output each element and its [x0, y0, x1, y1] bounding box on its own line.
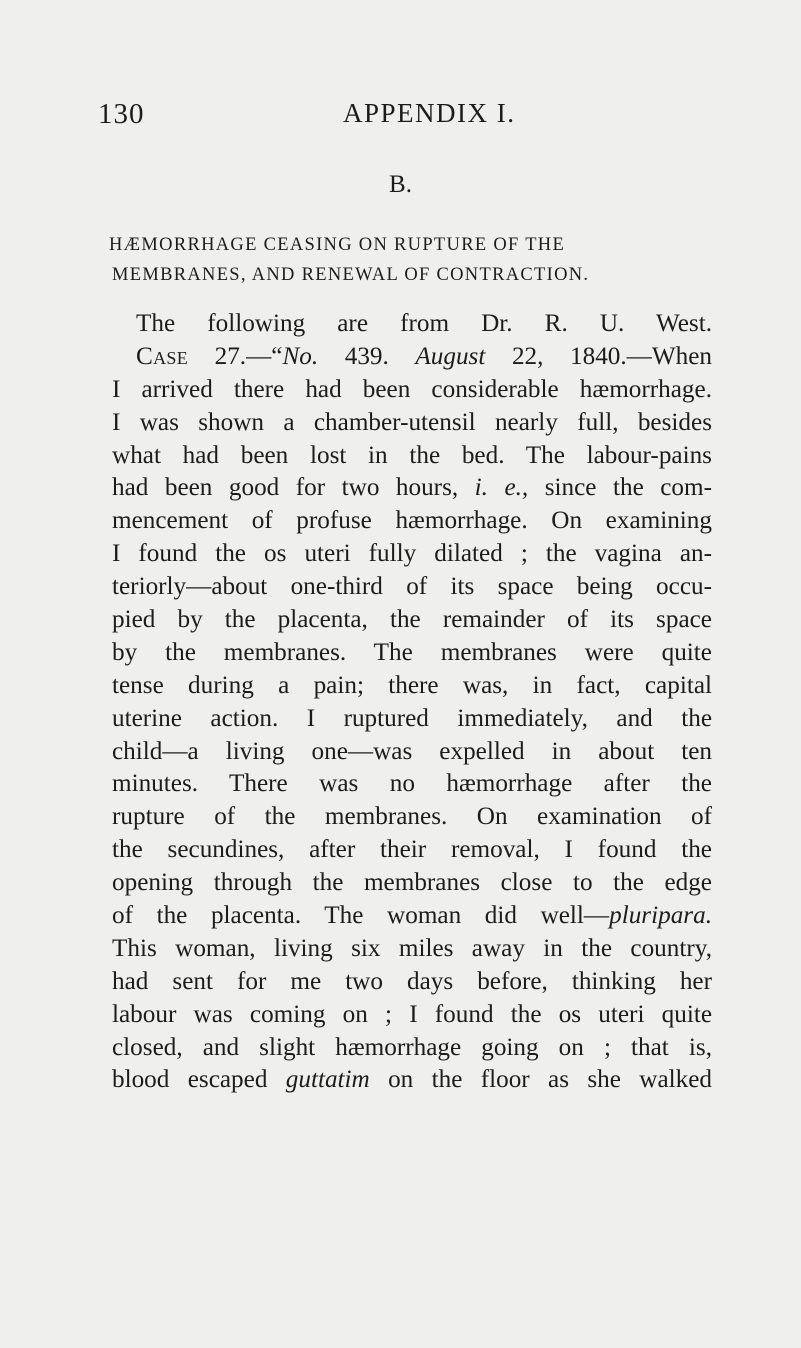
body-line-20: This woman, living six miles away in the country,	[112, 934, 712, 962]
body-line-9: teriorly—about one-third of its space being occu-	[112, 573, 712, 601]
body-line-19-start: of the placenta. The woman did well—	[112, 902, 610, 930]
body-line-2	[112, 341, 712, 374]
body-text	[112, 308, 712, 1097]
section-heading-line-2: MEMBRANES, AND RENEWAL OF CONTRACTION.	[112, 265, 590, 285]
body-line-6-end: since the com-	[528, 474, 712, 502]
body-line-11: by the membranes. The membranes were quite	[112, 638, 712, 666]
record-number: 439.	[318, 342, 416, 370]
body-line-15: minutes. There was no hæmorrhage after the	[112, 770, 712, 798]
body-line-23: closed, and slight hæmorrhage going on ; that is,	[112, 1033, 712, 1061]
case-date-text: 22, 1840.—When	[485, 342, 712, 370]
body-line-4: I was shown a chamber-utensil nearly full, besides	[112, 408, 712, 436]
section-heading	[109, 230, 712, 290]
guttatim-term: guttatim	[285, 1066, 370, 1094]
case-label: Case	[136, 342, 189, 370]
id-est-abbreviation: i. e.,	[474, 474, 529, 502]
body-line-7: mencement of profuse hæmorrhage. On examining	[112, 507, 712, 535]
pluripara-term: pluripara.	[609, 902, 712, 930]
page-number: 130	[98, 98, 145, 130]
body-line-1: The following are from Dr. R. U. West.	[136, 310, 712, 337]
body-line-19	[112, 900, 712, 933]
section-heading-line-1: HÆMORRHAGE CEASING ON RUPTURE OF THE	[109, 235, 566, 255]
body-line-24-start: blood escaped	[112, 1066, 286, 1094]
body-line-6	[112, 472, 712, 505]
record-no-label: No.	[282, 342, 319, 370]
body-line-8: I found the os uteri fully dilated ; the vagina an-	[112, 540, 712, 568]
running-title: APPENDIX I.	[343, 98, 516, 128]
body-line-14: child—a living one—was expelled in about ten	[112, 737, 712, 765]
running-head	[98, 98, 698, 132]
case-number-text: 27.—“	[188, 342, 283, 370]
body-line-24-end: on the floor as she walked	[369, 1066, 712, 1094]
body-line-21: had sent for me two days before, thinking her	[112, 967, 712, 995]
case-month: August	[415, 342, 486, 370]
body-line-17: the secundines, after their removal, I found the	[112, 836, 712, 864]
section-letter: B.	[389, 171, 412, 198]
body-line-3: I arrived there had been considerable hæmorrhage.	[112, 375, 712, 403]
body-line-10: pied by the placenta, the remainder of its space	[112, 606, 712, 634]
body-line-18: opening through the membranes close to the edge	[112, 869, 712, 897]
body-line-24	[112, 1064, 712, 1097]
body-line-12: tense during a pain; there was, in fact, capital	[112, 671, 712, 699]
body-line-13: uterine action. I ruptured immediately, and the	[112, 704, 712, 732]
body-line-6-start: had been good for two hours,	[112, 474, 475, 502]
body-line-22: labour was coming on ; I found the os uteri quite	[112, 1000, 712, 1028]
body-line-16: rupture of the membranes. On examination of	[112, 803, 712, 831]
body-line-5: what had been lost in the bed. The labour-pains	[112, 441, 712, 469]
